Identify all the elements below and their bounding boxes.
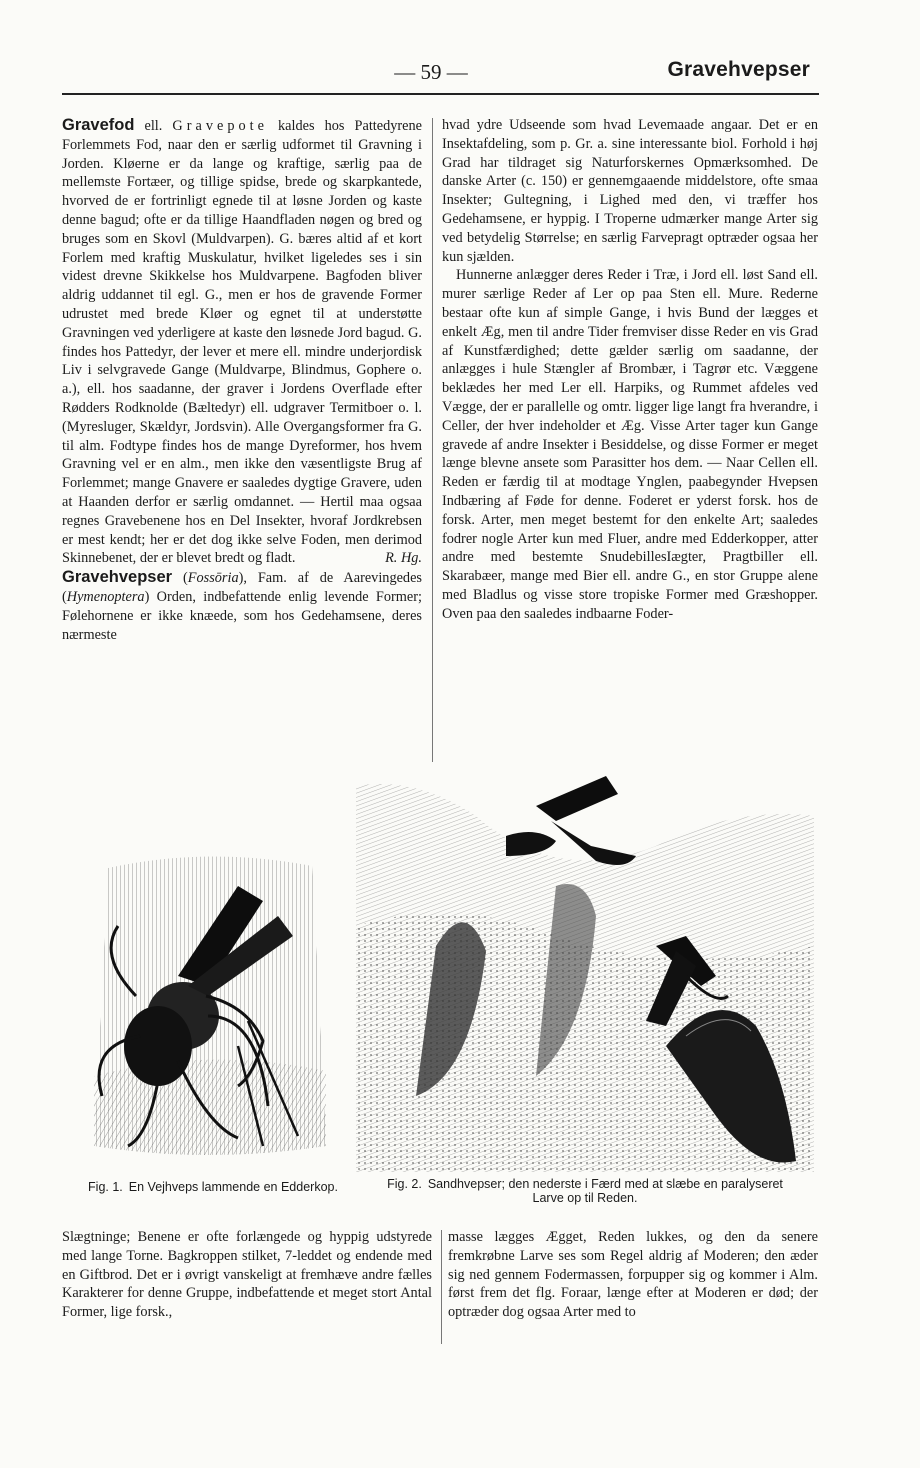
paragraph: Slægtninge; Benene er ofte forlængede og hyppig udstyrede med lange Torne. Bagkroppen stilket, 7-leddet og endende med en Giftbrod. Det er i øvrigt vanskeligt at fremhæve andre fælles Karakterer for denne Gruppe, indbefattende et meget stort Antal Former, lige forsk., <box>62 1229 432 1321</box>
entry-text: ), Fam. af de Aarevingedes ( <box>62 570 422 605</box>
entry-text: ( <box>172 570 188 587</box>
lemma-gravehvepser: Gravehvepser <box>62 568 173 587</box>
paragraph: Hunnerne anlægger deres Reder i Træ, i Jord ell. løst Sand ell. murer særlige Reder af Ler op paa Sten ell. Mure. Rederne bestaar ofte kun af simple Gange, i hvis Bund der lægges et enkelt Æg, men til andre Tider fremviser disse Reder en vis Grad af Kunstfærdighed; dette gælder særlig om saadanne, der anlægges i hule Stængler af Brombær, i Tagrør etc. Væggene beklædes her med Ler ell. Harpiks, og Rummet afdeles ved Vægge, der er parallelle og omtr. ligger lige langt fra hverandre, i Celler, der hver indeholder et Æg. Visse Arter tager kun Gange gravede af andre Insekter i Besiddelse, og disse Former er meget længe blevne ansete som Parasitter hos dem. — Naar Cellen ell. Reden er færdig til at modtage Ynglen, paabegynder Hvepsen Indbæring af Føde for denne. Foderet er yderst forsk. hos de forsk. Arter, men meget bestemt for den enkelte Art; saaledes fodrer nogle Arter kun med Fluer, andre med Edderkopper, atter andre med bestemte SnudebillesIægter, Pragtbiller ell. Skarabæer, mange med Bier ell. andre G., en stor Gruppe alene med Bladlus og visse store tropiske Former med Græshopper. Oven paa den saaledes indbaarne Foder- <box>442 267 818 622</box>
paragraph: hvad ydre Udseende som hvad Levemaade angaar. Det er en Insektafdeling, som p. Gr. a. sine interessante biol. Forhold i høj Grad har tildraget sig Naturforskernes Opmærksomhed. De danske Arter (c. 150) er gennemgaaende middelstore, ofte smaa Insekter; Gultegning, i Lighed med den, vi træffer hos Gedehamsene, er hyppig. I Troperne udmærker mange Arter sig ved betydelig Størrelse; en særlig Farvepragt optræder ogsaa her kun sjælden. <box>442 117 818 265</box>
term-gravepote: Gravepote <box>172 118 268 134</box>
latin-name: Fossōria <box>187 570 239 587</box>
entry-text: ell. <box>134 118 173 134</box>
wasp-spider-engraving <box>88 846 332 1164</box>
bottom-left-column <box>62 1228 432 1322</box>
top-right-column <box>442 116 818 624</box>
lemma-gravefod: Gravefod <box>62 116 135 134</box>
entry-gravehvepser <box>62 568 422 644</box>
page-number: — 59 — <box>394 60 468 84</box>
paragraph: masse lægges Ægget, Reden lukkes, og den da senere fremkrøbne Larve ses som Regel aldrig af Moderen; den æder sig ned gennem Fodermassen, forpupper sig og kommer i Alm. først frem det flg. Foraar, længe efter at Moderen er død; der optræder dog ogsaa Arter med to <box>448 1229 818 1321</box>
running-head: Gravehvepser <box>667 58 810 81</box>
order-name: Hymenoptera <box>66 588 145 605</box>
figure-2-text: Sandhvepser; den nederste i Færd med at slæbe en paralyseret Larve op til Reden. <box>427 1177 783 1205</box>
figure-1-caption <box>82 1180 344 1194</box>
entry-text: kaldes hos Pattedyrene Forlemmets Fod, naar den er særlig udformet til Gravning i Jorden. Kløerne er da lange og kraftige, særlig paa de mellemste Fortæer, og tillige spidse, brede og skarpkantede, hvorved de er fortrinligt egnede til at løsne Jorden og kaste denne bagud; ofte er da tillige Haandfladen nøgen og bred og bruges som en Skovl (Muldvarpen). G. bæres altid af et kort Forlem med kraftig Muskulatur, hvilket ligeledes ses i sin videst drevne Skikkelse hos Muldvarpene. Bagfoden bliver aldrig uddannet til egl. G., men er hos de gravende Former udrustet med brede Kløer og egnet til at understøtte Gravningen ved yderligere at kaste den løsnede Jord bagud. G. findes hos Pattedyr, der lever et mere ell. mindre underjordisk Liv i selvgravede Gange (Muldvarpe, Blindmus, Gophere o. a.), ell. hos saadanne, der graver i Jordens Overflade efter Rødders Rodknolde (Bæltedyr) ell. udgraver Termitboer o. l. (Myresluger, Skældyr, Jordsvin). Alle Overgangsformer fra G. til alm. Fodtype findes hos de mange Dyreformer, hos hvem Gravning vel er en alm., men ikke den væsentligste Brug af Forlemmet; mange Gnavere er saaledes dygtige Gravere, uden at Haanden derfor er særlig omdannet. — Hertil maa ogsaa regnes Gravebenene hos en Del Insekter, hvoraf Jordkrebsen er mest kendt; her er det dog ikke selve Foden, men derimod Skinnebenet, der er blevet bredt og fladt. <box>62 118 423 567</box>
entry-text: ) Orden, indbefattende enlig levende Former; Følehornene er ikke knæede, som hos Gedehamsene, deres nærmeste <box>62 588 422 643</box>
figure-1-illustration <box>88 846 332 1164</box>
header-rule <box>62 93 819 95</box>
figure-2-caption <box>370 1177 800 1205</box>
column-divider-bottom <box>441 1230 442 1344</box>
figure-2-illustration <box>356 776 814 1172</box>
author-signature: R. Hg. <box>385 550 422 567</box>
column-divider-top <box>432 118 433 762</box>
top-left-column <box>62 116 422 644</box>
entry-gravefod <box>62 116 422 568</box>
figure-2-label: Fig. 2. <box>387 1177 422 1191</box>
figure-1-label: Fig. 1. <box>88 1180 123 1194</box>
figure-1-text: En Vejhveps lammende en Edderkop. <box>128 1180 338 1194</box>
sand-wasps-engraving <box>356 776 814 1172</box>
bottom-right-column <box>448 1228 818 1322</box>
